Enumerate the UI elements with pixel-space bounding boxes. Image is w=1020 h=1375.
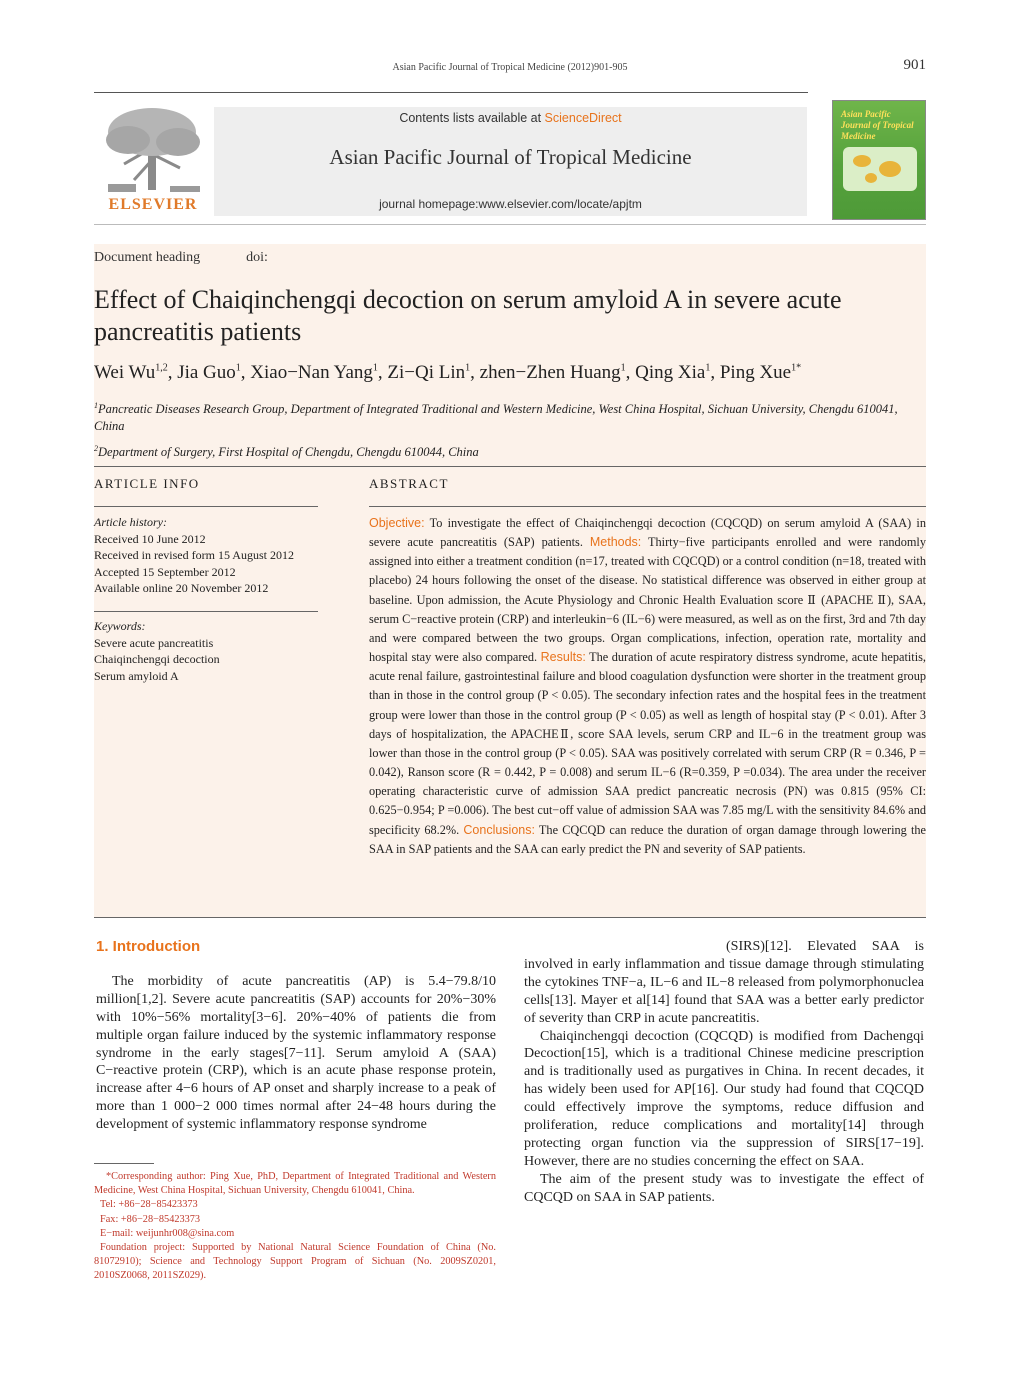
paragraph: Chaiqinchengqi decoction (CQCQD) is modified from Dachengqi Decoction[15], which is a traditional Chinese medicine prescription and is traditionally used as purgatives in China. In recent decades, it has widely been used for AP[16]. Our study had found that CQCQD could effectively improve the symptoms, reduce diffusion and proliferation, reduce complications and mortality[14] through protecting organ function via the suppression of SIRS[17−19]. However, there are no studies concerning the effect on SAA. [524,1028,924,1169]
header-rule [94,92,808,93]
keyword: Chaiqinchengqi decoction [94,652,220,666]
foundation-project: Foundation project: Supported by National Natural Science Foundation of China (No. 81072910); Science and Technology Support Program of Sichuan (No. 2009SZ0201, 2010SZ0068, 2011SZ029). [94,1242,496,1282]
author: Jia Guo [177,362,236,383]
journal-cover [832,100,926,220]
intro-heading: 1. Introduction [96,938,201,955]
keywords: Keywords: Severe acute pancreatitis Chaiqinchengqi decoction Serum amyloid A [94,618,318,684]
article-title: Effect of Chaiqinchengqi decoction on serum amyloid A in severe acute pancreatitis patients [94,285,842,346]
header-divider [94,224,926,225]
author: Qing Xia [635,362,706,383]
contents-line: Contents lists available at ScienceDirect [399,111,622,125]
footnote [94,1170,496,1284]
telephone: Tel: +86−28−85423373 [100,1199,198,1211]
author: Ping Xue [719,362,792,383]
keyword: Serum amyloid A [94,668,179,683]
section-rule [94,611,318,612]
email-link[interactable]: E−mail: weijunhr008@sina.com [100,1227,235,1239]
document-heading: Document heading doi: [94,250,268,265]
abstract-text: Objective: To investigate the effect of Chaiqinchengqi decoction (CQCQD) on serum amyloid A (SAA) in severe acute pancreatitis (SAP) patients. Methods: Thirty−five participants enrolled and were randomly assigned into either a treatment condition (n=17, treated with CQCQD) or a control condition (n=18, treated with placebo) 24 hours following the onset of the disease. No statistical difference was observed in either group at baseline. Upon admission, the Acute Physiology and Chronic Health Evaluation score Ⅱ (APACHE Ⅱ), SAA, serum C−reactive protein (CRP) and interleukin−6 (IL−6) were measured, as well as on the first, 3rd and 7th day and were compared between the two groups. Organ complications, infection, operation rate, mortality and hospital stay were also compared. Results: The duration of acute respiratory distress syndrome, acute hepatitis, acute renal failure, gastrointestinal failure and blood coagulation dysfunction were shorter in the treatment group than in those in the control group (P < 0.05). The secondary infection rates and the hospital fees in the treatment group were lower than those in the control group (P < 0.05) as well as length of hospital stay (P < 0.01). After 3 days of hospitalization, the APACHEⅡ, score SAA levels, serum CRP and IL−6 in the treatment group was lower than those in the control group (P < 0.05). SAA was positively correlated with serum CRP (R = 0.346, P = 0.042), Ranson score (R = 0.442, P = 0.008) and serum IL−6 (R=0.359, P =0.034). The area under the receiver operating characteristic curve of admission SAA predict pancreatic necrosis (PN) was 0.815 (95% CI: 0.625−0.954; P =0.006). The best cut−off value of admission SAA was 7.85 mg/L with the sensitivity 84.6% and specificity 68.2%. Conclusions: The CQCQD can reduce the duration of organ damage through lowering the SAA in SAP patients and the SAA can early predict the PN and severity of SAP patients. [369,516,926,856]
section-rule [369,506,926,507]
journal-homepage[interactable]: journal homepage:www.elsevier.com/locate/apjtm [379,197,642,211]
elsevier-logo [94,104,212,216]
results-label: Results: [540,650,586,665]
intro-left-column [96,938,496,1134]
paragraph: (SIRS)[12]. Elevated SAA is involved in early inflammation and tissue damage through stimulating the cytokines TNF−a, IL−6 and IL−8 released from polymorphonuclea cells[13]. Mayer et al[14] found that SAA was a better early predictor of severity than CRP in acute pancreatitis. [524,939,924,1026]
doi-label: doi: [246,250,268,265]
author: Zi−Qi Lin [387,362,466,383]
journal-banner [214,107,807,216]
sciencedirect-link[interactable]: ScienceDirect [544,111,622,125]
history-item: Accepted 15 September 2012 [94,564,236,579]
section-rule [94,506,318,507]
footnote-rule [94,1163,154,1164]
globe-icon [843,147,917,191]
author: zhen−Zhen Huang [479,362,621,383]
corresponding-author: *Corresponding author: Ping Xue, PhD, Department of Integrated Traditional and Western Medicine, West China Hospital, Sichuan University, Chengdu 610041, China. [94,1171,496,1197]
fax: Fax: +86−28−85423373 [100,1213,201,1225]
article-info-heading: ARTICLE INFO [94,476,200,491]
author-list: Wei Wu$^{1,2}$, Jia Guo$^1$, Xiao−Nan Yang$^1$, Zi−Qi Lin$^1$, zhen−Zhen Huang$^1$, Qing Xia$^1$, Ping Xue$^{1*}$ [94,362,802,383]
history-item: Available online 20 November 2012 [94,581,269,595]
history-item: Received 10 June 2012 [94,531,206,546]
affiliation: $^2$Department of Surgery, First Hospital of Chengdu, Chengdu 610044, China [94,444,479,460]
journal-title: Asian Pacific Journal of Tropical Medicine [329,145,692,169]
paragraph: The aim of the present study was to investigate the effect of CQCQD on SAA in SAP patients. [524,1171,924,1205]
author: Xiao−Nan Yang [250,362,373,383]
tree-icon [94,104,212,196]
publisher-logo-text: ELSEVIER [108,196,198,213]
history-item: Received in revised form 15 August 2012 [94,548,294,562]
keyword: Severe acute pancreatitis [94,635,214,650]
abstract-heading: ABSTRACT [369,476,449,491]
article-history: Article history: Received 10 June 2012 Received in revised form 15 August 2012 Accepted 15 September 2012 Available online 20 November 2012 [94,514,318,597]
conclusions-label: Conclusions: [463,822,535,837]
objective-label: Objective: [369,516,425,530]
section-rule [94,466,926,467]
affiliation: $^1$Pancreatic Diseases Research Group, Department of Integrated Traditional and Western Medicine, West China Hospital, Sichuan University, Chengdu 610041, China [94,401,898,434]
methods-label: Methods: [589,535,642,550]
page-number: 901 [903,57,926,73]
cover-title: Asian Pacific Journal of Tropical Medicine [841,109,914,141]
author: Wei Wu [94,362,156,383]
paragraph: The morbidity of acute pancreatitis (AP) is 5.4−79.8/10 million[1,2]. Severe acute pancreatitis (SAP) accounts for 20%−30% with 10%−56% mortality[3−6]. 20%−40% of patients die from multiple organ failure induced by the systemic inflammatory response syndrome in the early stages[7−11]. Serum amyloid A (SAA) C−reactive protein (CRP), which is an acute phase response protein, increase after 4−6 hours of AP onset and sharply increase to a peak of more than 1 000−2 000 times normal after 24−48 hours during the development of systemic inflammatory response syndrome [96,973,496,1133]
section-rule [94,917,926,918]
intro-right-column [524,938,924,1207]
running-title: Asian Pacific Journal of Tropical Medicine (2012)901-905 [392,62,628,73]
